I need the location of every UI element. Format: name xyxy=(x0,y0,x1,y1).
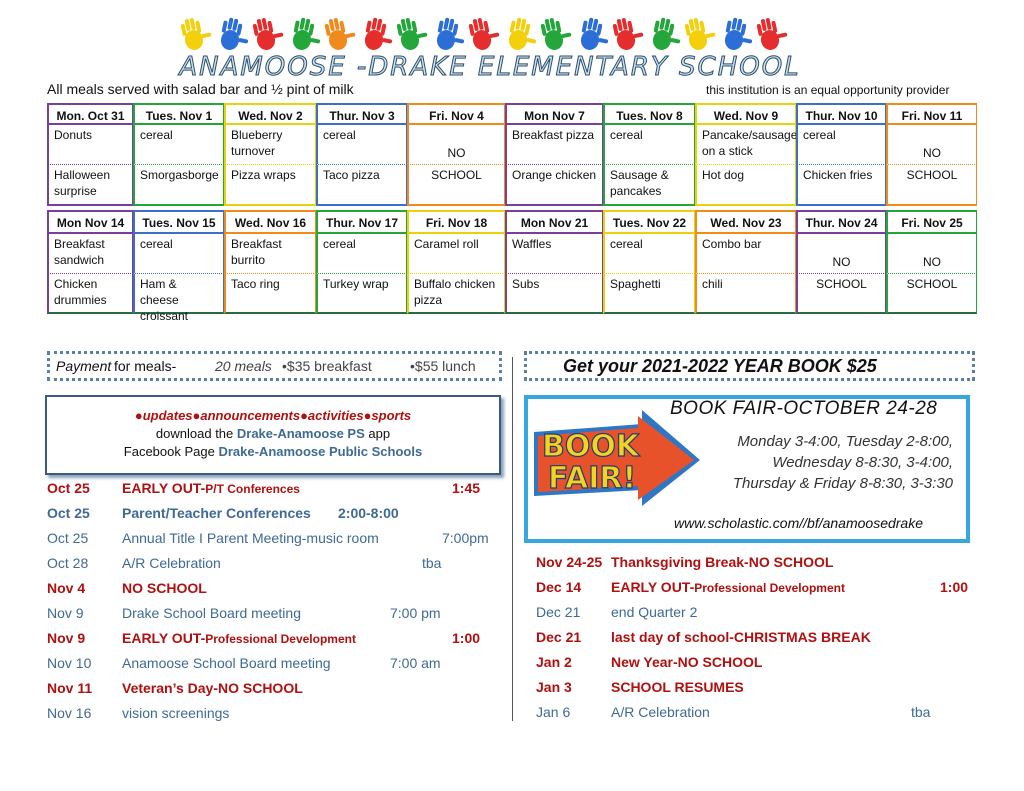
payment-box xyxy=(47,351,502,381)
book-fair-times-1: Monday 3-4:00, Tuesday 2-8:00, xyxy=(737,433,953,450)
handprint-icon xyxy=(290,16,324,53)
menu-lunch-item: Hot dog xyxy=(695,165,796,206)
menu-lunch-item: SCHOOL xyxy=(796,274,886,314)
menu-day-header: Fri. Nov 25 xyxy=(886,210,977,234)
event-title-text: Thanksgiving Break-NO SCHOOL xyxy=(611,554,834,570)
event-date: Nov 11 xyxy=(47,680,93,696)
handprint-icon xyxy=(684,15,718,52)
event-date: Jan 3 xyxy=(536,679,572,695)
book-fair-logo-line2: FAIR! xyxy=(548,461,637,496)
download-text: download the xyxy=(155,426,237,441)
book-fair-url[interactable]: www.scholastic.com//bf/anamoosedrake xyxy=(674,515,923,531)
facebook-text: Facebook Page xyxy=(123,444,219,459)
menu-lunch-item: Chicken fries xyxy=(796,165,886,206)
download-suffix: app xyxy=(364,426,391,441)
handprint-icon xyxy=(434,16,468,53)
event-title-text: NO SCHOOL xyxy=(122,580,207,596)
menu-lunch-item: Buffalo chicken pizza xyxy=(407,274,505,314)
handprint-icon xyxy=(506,16,540,53)
handprint-icon xyxy=(396,15,430,52)
event-date: Dec 14 xyxy=(536,579,582,595)
menu-lunch-item: Turkey wrap xyxy=(316,274,407,314)
app-download-line xyxy=(47,425,499,443)
menu-lunch-item: SCHOOL xyxy=(886,274,977,314)
event-date: Nov 4 xyxy=(47,580,86,596)
event-date: Oct 28 xyxy=(47,555,89,571)
menu-lunch-item: Taco ring xyxy=(224,274,316,314)
event-title-text: Drake School Board meeting xyxy=(122,605,301,621)
handprint-icon xyxy=(578,16,612,53)
event-title-text: end Quarter 2 xyxy=(611,604,698,620)
menu-day-header: Tues. Nov 1 xyxy=(133,103,224,125)
handprint-icon xyxy=(650,16,684,53)
event-time: tba xyxy=(911,704,931,720)
event-title-text: Annual Title I Parent Meeting-music room xyxy=(122,530,379,546)
handprint-icon xyxy=(468,15,502,52)
payment-label: Payment xyxy=(56,358,112,374)
handprint-icon xyxy=(540,15,574,52)
menu-day-header: Mon Nov 14 xyxy=(47,210,133,234)
menu-breakfast-item: cereal xyxy=(133,125,224,165)
menu-breakfast-item: NO xyxy=(886,125,977,165)
menu-breakfast-item: Breakfast burrito xyxy=(224,234,316,274)
menu-lunch-item: Spaghetti xyxy=(603,274,695,314)
book-fair-title: BOOK FAIR-OCTOBER 24-28 xyxy=(670,398,938,419)
event-time: 2:00-8:00 xyxy=(338,505,399,521)
event-title xyxy=(611,554,833,570)
menu-day-header: Tues. Nov 22 xyxy=(603,210,695,234)
event-title xyxy=(122,630,356,646)
event-time: 1:00 xyxy=(940,579,969,595)
event-title-text: A/R Celebration xyxy=(122,555,221,571)
event-title xyxy=(122,680,303,696)
payment-meals: 20 meals xyxy=(215,358,272,374)
handprint-icon xyxy=(218,16,252,53)
equal-opportunity-note: this institution is an equal opportunity provider xyxy=(706,83,950,97)
menu-day-header: Mon Nov 21 xyxy=(505,210,603,234)
menu-breakfast-item: cereal xyxy=(603,234,695,274)
event-time: 7:00 pm xyxy=(390,605,441,621)
event-date: Jan 6 xyxy=(536,704,571,720)
menu-breakfast-item: cereal xyxy=(316,125,407,165)
event-title-text: EARLY OUT- xyxy=(611,579,695,595)
menu-breakfast-item: Waffles xyxy=(505,234,603,274)
menu-lunch-item: Orange chicken xyxy=(505,165,603,206)
app-name: Drake-Anamoose PS xyxy=(236,426,365,441)
menu-breakfast-item: Pancake/sausage on a stick xyxy=(695,125,796,165)
event-title xyxy=(122,505,311,521)
handprint-icon xyxy=(252,15,286,52)
column-divider xyxy=(512,357,513,721)
menu-day-header: Fri. Nov 4 xyxy=(407,103,505,125)
event-title-text: A/R Celebration xyxy=(611,704,710,720)
event-title-text: last day of school-CHRISTMAS BREAK xyxy=(611,629,871,645)
menu-lunch-item: Chicken drummies xyxy=(47,274,133,314)
event-date: Nov 24-25 xyxy=(536,554,603,570)
event-title-text: vision screenings xyxy=(122,705,230,721)
event-title xyxy=(611,679,744,695)
event-time: 1:45 xyxy=(452,480,481,496)
menu-breakfast-item: NO xyxy=(796,234,886,274)
info-box xyxy=(45,395,501,475)
event-date: Nov 10 xyxy=(47,655,92,671)
book-fair-times-3: Thursday & Friday 8-8:30, 3-3:30 xyxy=(732,475,953,492)
handprint-icon xyxy=(612,15,646,52)
event-subtitle: P/T Conferences xyxy=(205,482,300,496)
event-title-text: New Year-NO SCHOOL xyxy=(611,654,763,670)
menu-lunch-item: Ham & cheese croissant xyxy=(133,274,224,314)
book-fair-times-2: Wednesday 8-8:30, 3-4:00, xyxy=(772,454,953,471)
menu-breakfast-item: cereal xyxy=(796,125,886,165)
menu-lunch-item: Sausage & pancakes xyxy=(603,165,695,206)
info-categories: ●updates●announcements●activities●sports xyxy=(134,408,412,423)
menu-day-header: Fri. Nov 18 xyxy=(407,210,505,234)
event-title-text: SCHOOL RESUMES xyxy=(611,679,744,695)
menu-day-header: Wed. Nov 9 xyxy=(695,103,796,125)
payment-lunch-price: •$55 lunch xyxy=(410,358,476,374)
facebook-line xyxy=(47,443,499,461)
menu-lunch-item: SCHOOL xyxy=(886,165,977,206)
menu-breakfast-item: Donuts xyxy=(47,125,133,165)
menu-breakfast-item: Breakfast pizza xyxy=(505,125,603,165)
menu-breakfast-item: Blueberry turnover xyxy=(224,125,316,165)
event-date: Oct 25 xyxy=(47,480,90,496)
event-title-text: EARLY OUT- xyxy=(122,480,206,496)
menu-lunch-item: Smorgasborge xyxy=(133,165,224,206)
menu-breakfast-item: Combo bar xyxy=(695,234,796,274)
payment-text: for meals- xyxy=(114,358,177,374)
event-title-text: EARLY OUT- xyxy=(122,630,206,646)
event-date: Nov 9 xyxy=(47,630,86,646)
event-title xyxy=(122,480,300,496)
yearbook-text: Get your 2021-2022 YEAR BOOK $25 xyxy=(563,356,877,376)
menu-day-header: Mon Nov 7 xyxy=(505,103,603,125)
menu-breakfast-item: cereal xyxy=(133,234,224,274)
event-subtitle: Professional Development xyxy=(694,581,845,595)
menu-day-header: Thur. Nov 10 xyxy=(796,103,886,125)
event-date: Oct 25 xyxy=(47,505,90,521)
menu-lunch-item: Taco pizza xyxy=(316,165,407,206)
event-title-text: Parent/Teacher Conferences xyxy=(122,505,311,521)
event-title xyxy=(122,530,379,546)
event-subtitle: Professional Development xyxy=(205,632,356,646)
colorful-handprints-banner xyxy=(176,14,788,56)
menu-lunch-item: chili xyxy=(695,274,796,314)
menu-breakfast-item: cereal xyxy=(603,125,695,165)
menu-lunch-item: SCHOOL xyxy=(407,165,505,206)
event-title xyxy=(611,654,762,670)
menu-day-header: Thur. Nov 17 xyxy=(316,210,407,234)
menu-breakfast-item: NO xyxy=(886,234,977,274)
handprint-icon xyxy=(756,15,788,52)
menu-day-header: Thur. Nov 3 xyxy=(316,103,407,125)
menu-breakfast-item: NO xyxy=(407,125,505,165)
menu-day-header: Thur. Nov 24 xyxy=(796,210,886,234)
event-title xyxy=(611,629,871,645)
menu-lunch-item: Halloween surprise xyxy=(47,165,133,206)
event-title xyxy=(611,604,697,620)
yearbook-box xyxy=(524,351,975,381)
handprint-icon xyxy=(362,16,396,53)
meals-note: All meals served with salad bar and ½ pint of milk xyxy=(47,81,354,97)
menu-breakfast-item: cereal xyxy=(316,234,407,274)
school-title: ANAMOOSE -DRAKE ELEMENTARY SCHOOL xyxy=(179,52,801,82)
event-date: Dec 21 xyxy=(536,629,582,645)
menu-breakfast-item: Breakfast sandwich xyxy=(47,234,133,274)
event-date: Jan 2 xyxy=(536,654,572,670)
facebook-page-name: Drake-Anamoose Public Schools xyxy=(218,444,423,459)
menu-day-header: Tues. Nov 15 xyxy=(133,210,224,234)
menu-day-header: Wed. Nov 16 xyxy=(224,210,316,234)
event-title xyxy=(611,704,710,720)
menu-lunch-item: Subs xyxy=(505,274,603,314)
event-title xyxy=(122,655,331,671)
menu-day-header: Tues. Nov 8 xyxy=(603,103,695,125)
menu-day-header: Wed. Nov 23 xyxy=(695,210,796,234)
book-fair-logo xyxy=(534,410,702,506)
event-date: Nov 9 xyxy=(47,605,84,621)
event-title xyxy=(122,705,229,721)
handprint-icon xyxy=(722,16,756,53)
event-title-text: Veteran’s Day-NO SCHOOL xyxy=(122,680,303,696)
menu-day-header: Mon. Oct 31 xyxy=(47,103,133,125)
event-time: 7:00pm xyxy=(442,530,489,546)
event-time: 7:00 am xyxy=(390,655,441,671)
event-title xyxy=(611,579,845,595)
menu-lunch-item: Pizza wraps xyxy=(224,165,316,206)
handprint-icon xyxy=(324,15,358,52)
event-title xyxy=(122,580,207,596)
event-title xyxy=(122,605,301,621)
event-title xyxy=(122,555,221,571)
event-date: Nov 16 xyxy=(47,705,92,721)
event-date: Oct 25 xyxy=(47,530,89,546)
event-date: Dec 21 xyxy=(536,604,581,620)
handprint-icon xyxy=(180,15,214,52)
menu-day-header: Fri. Nov 11 xyxy=(886,103,977,125)
payment-breakfast-price: •$35 breakfast xyxy=(282,358,372,374)
menu-breakfast-item: Caramel roll xyxy=(407,234,505,274)
menu-day-header: Wed. Nov 2 xyxy=(224,103,316,125)
event-title-text: Anamoose School Board meeting xyxy=(122,655,331,671)
lunch-menu-grid xyxy=(47,103,977,323)
book-fair-logo-line1: BOOK xyxy=(542,429,640,464)
event-time: 1:00 xyxy=(452,630,481,646)
event-time: tba xyxy=(422,555,442,571)
